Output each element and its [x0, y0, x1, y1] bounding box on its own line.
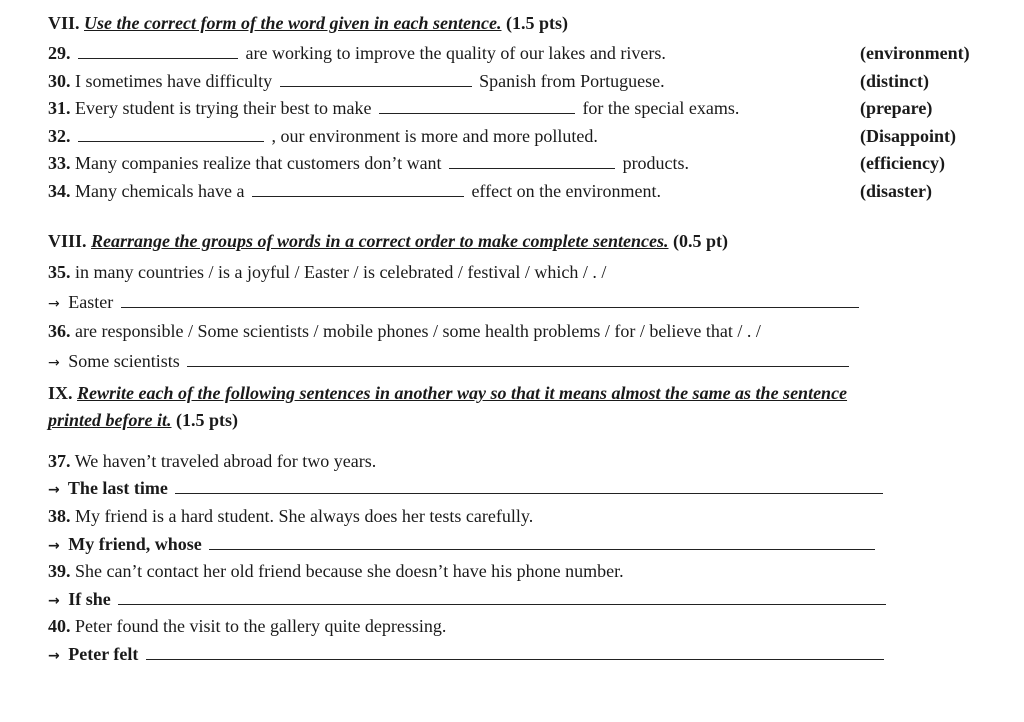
question-number: 36.: [48, 321, 71, 341]
arrow-icon: →: [48, 648, 60, 664]
question-number: 34.: [48, 181, 71, 201]
question-text: She can’t contact her old friend because she doesn’t have his phone number.: [75, 561, 624, 581]
section-9-title: Rewrite each of the following sentences in another way so that it means almost the same as the sentence: [77, 383, 848, 403]
answer-start: Some scientists: [68, 351, 180, 371]
section-8-title: Rearrange the groups of words in a correct order to make complete sentences.: [91, 231, 669, 251]
section-7-points: (1.5 pts): [505, 13, 568, 33]
question-number: 29.: [48, 43, 71, 63]
question-36: [48, 320, 761, 342]
answer-blank[interactable]: [175, 479, 883, 494]
question-40: [48, 615, 446, 637]
answer-blank[interactable]: [209, 535, 875, 550]
question-number: 33.: [48, 153, 71, 173]
question-text: are responsible / Some scientists / mobile phones / some health problems / for / believe that / . /: [75, 321, 761, 341]
question-29: [48, 42, 666, 64]
arrow-icon: →: [48, 593, 60, 609]
question-text-before: Many companies realize that customers don’t want: [75, 153, 442, 173]
question-text-before: Every student is trying their best to make: [75, 98, 372, 118]
question-text: , our environment is more and more polluted.: [271, 126, 598, 146]
answer-start: Easter: [68, 292, 114, 312]
arrow-icon: →: [48, 355, 60, 371]
hint-32: (Disappoint): [860, 126, 957, 146]
answer-blank[interactable]: [280, 72, 472, 87]
hint-30: (distinct): [860, 71, 929, 91]
question-text-after: Spanish from Portuguese.: [479, 71, 665, 91]
question-text-before: I sometimes have difficulty: [75, 71, 273, 91]
hint-31: (prepare): [860, 98, 933, 118]
answer-blank[interactable]: [449, 154, 615, 169]
answer-blank[interactable]: [121, 293, 859, 308]
answer-37: [48, 477, 886, 501]
question-text-before: Many chemicals have a: [75, 181, 245, 201]
section-8-number: VIII.: [48, 231, 87, 251]
question-35: [48, 261, 606, 283]
hint-29: (environment): [860, 43, 970, 63]
question-33: [48, 152, 689, 174]
answer-38: [48, 533, 878, 557]
question-text: in many countries / is a joyful / Easter / is celebrated / festival / which / . /: [75, 262, 607, 282]
answer-start: My friend, whose: [68, 534, 202, 554]
section-9-number: IX.: [48, 383, 73, 403]
question-text-after: products.: [622, 153, 690, 173]
answer-blank[interactable]: [78, 127, 264, 142]
answer-start: Peter felt: [68, 644, 139, 664]
section-9-header: [48, 382, 847, 404]
answer-39: [48, 588, 889, 612]
question-37: [48, 450, 376, 472]
answer-blank[interactable]: [118, 590, 886, 605]
arrow-icon: →: [48, 296, 60, 312]
answer-blank[interactable]: [78, 44, 238, 59]
answer-36: [48, 350, 852, 374]
question-number: 30.: [48, 71, 71, 91]
section-7-header: [48, 12, 568, 34]
question-number: 40.: [48, 616, 71, 636]
answer-blank[interactable]: [146, 645, 884, 660]
question-number: 37.: [48, 451, 71, 471]
question-text: Peter found the visit to the gallery quite depressing.: [75, 616, 447, 636]
question-30: [48, 70, 665, 92]
section-7-title: Use the correct form of the word given in each sentence.: [84, 13, 502, 33]
answer-blank[interactable]: [379, 99, 575, 114]
question-31: [48, 97, 739, 119]
section-8-header: [48, 230, 728, 252]
answer-start: If she: [68, 589, 111, 609]
answer-start: The last time: [67, 478, 168, 498]
question-39: [48, 560, 624, 582]
question-number: 35.: [48, 262, 71, 282]
question-text: My friend is a hard student. She always does her tests carefully.: [75, 506, 534, 526]
section-7-number: VII.: [48, 13, 80, 33]
question-text-after: for the special exams.: [582, 98, 740, 118]
answer-40: [48, 643, 887, 667]
question-number: 31.: [48, 98, 71, 118]
question-number: 32.: [48, 126, 71, 146]
question-38: [48, 505, 533, 527]
question-text: We haven’t traveled abroad for two years.: [74, 451, 377, 471]
section-9-points: (1.5 pts): [176, 410, 238, 430]
question-text-after: effect on the environment.: [471, 181, 662, 201]
section-8-points: (0.5 pt): [673, 231, 728, 251]
question-34: [48, 180, 661, 202]
answer-35: [48, 291, 862, 315]
hint-34: (disaster): [860, 181, 932, 201]
question-32: [48, 125, 598, 147]
arrow-icon: →: [48, 538, 60, 554]
question-text: are working to improve the quality of our lakes and rivers.: [245, 43, 666, 63]
answer-blank[interactable]: [187, 352, 849, 367]
question-number: 38.: [48, 506, 71, 526]
section-9-title-cont: printed before it.: [48, 410, 172, 430]
arrow-icon: →: [48, 482, 60, 498]
section-9-header-cont: [48, 409, 238, 431]
question-number: 39.: [48, 561, 71, 581]
hint-33: (efficiency): [860, 153, 945, 173]
answer-blank[interactable]: [252, 182, 464, 197]
